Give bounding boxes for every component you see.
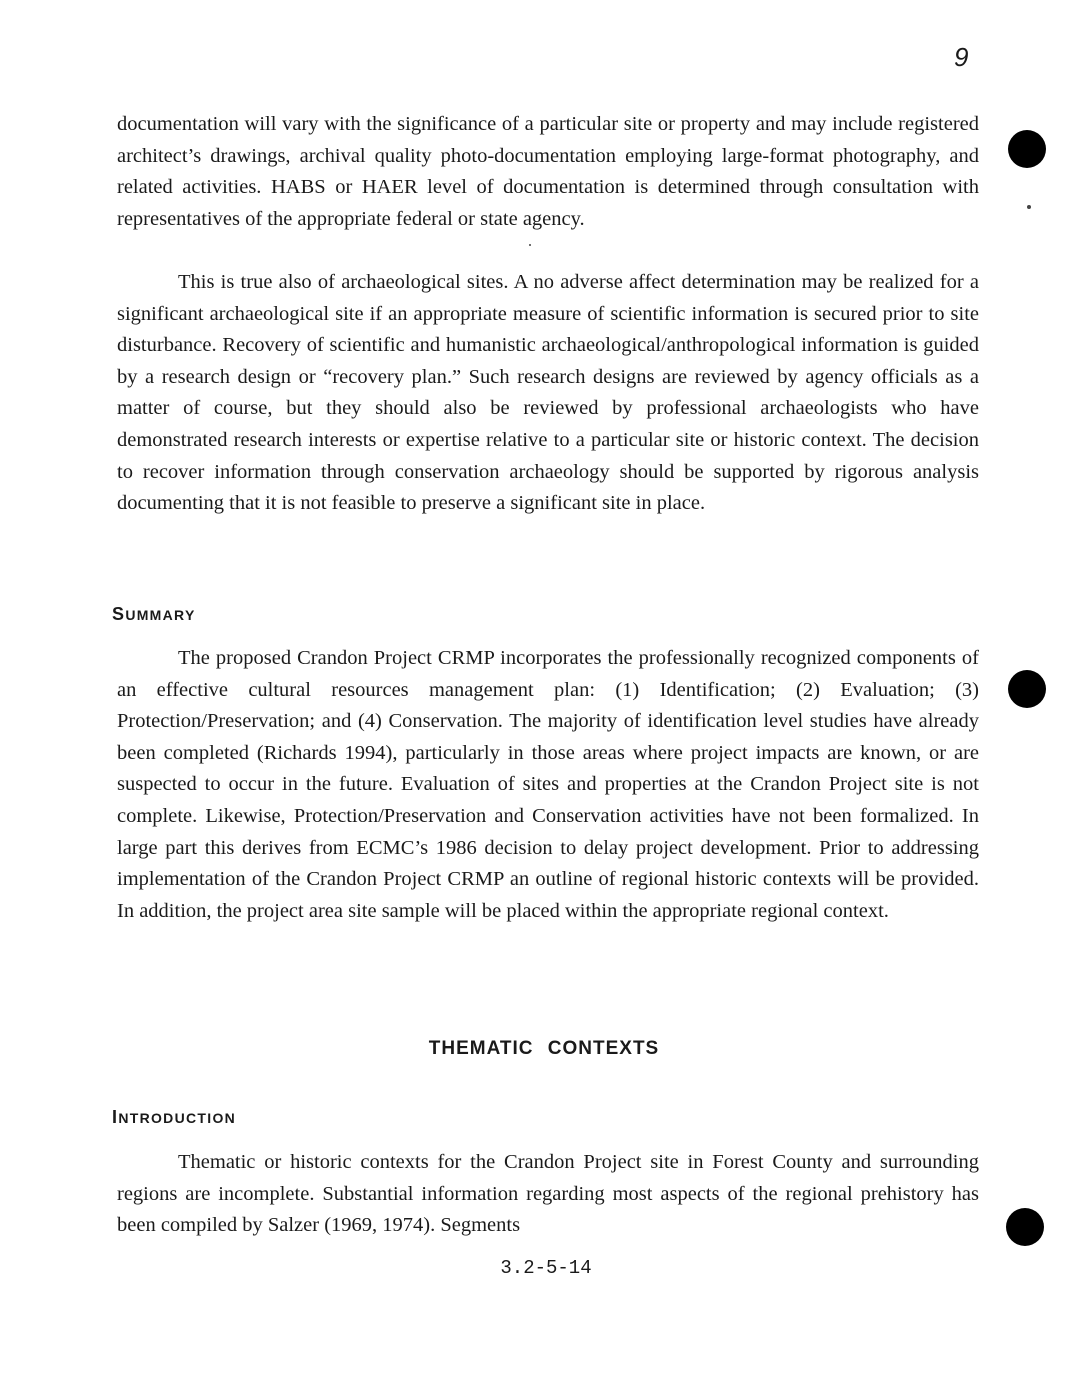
- scan-speck: [1027, 205, 1031, 209]
- heading-introduction-initial: I: [112, 1107, 119, 1127]
- heading-introduction: [112, 1107, 236, 1128]
- punch-hole-middle: [1008, 670, 1046, 708]
- heading-summary: [112, 604, 196, 625]
- scan-speck: [529, 244, 531, 246]
- punch-hole-top: [1008, 130, 1046, 168]
- page-number: 9: [954, 42, 969, 72]
- paragraph-summary: The proposed Crandon Project CRMP incorporates the professionally recognized components of an effective cultural resources management plan: (1) Identification; (2) Evaluation; (3) Protection/Preservation; and (4) Conservation. The majority of identification level studies have already been completed (Richards 1994), particularly in those areas where project impacts are known, or are suspected to occur in the future. Evaluation of sites and properties at the Crandon Project site is not complete. Likewise, Protection/Preservation and Conservation activities have not been formalized. In large part this derives from ECMC’s 1986 decision to delay project development. Prior to addressing implementation of the Crandon Project CRMP an outline of regional historic contexts will be provided. In addition, the project area site sample will be placed within the appropriate regional context.: [117, 647, 979, 922]
- heading-introduction-rest: NTRODUCTION: [118, 1110, 237, 1126]
- heading-summary-rest: UMMARY: [125, 607, 196, 623]
- paragraph-documentation: documentation will vary with the significance of a particular site or property and may include registered architect’s drawings, archival quality photo-documentation employing large-format photography, and related activities. HABS or HAER level of documentation is determined through consultation with representatives of the appropriate federal or state agency.: [117, 113, 979, 230]
- punch-hole-bottom: [1006, 1208, 1044, 1246]
- paragraph-introduction: Thematic or historic contexts for the Crandon Project site in Forest County and surrounding regions are incomplete. Substantial information regarding most aspects of the regional prehistory has been compiled by Salzer (1969, 1974). Segments: [117, 1151, 979, 1237]
- paragraph-archaeological-sites: This is true also of archaeological sites. A no adverse affect determination may be realized for a significant archaeological site if an appropriate measure of scientific information is secured prior to site disturbance. Recovery of scientific and humanistic archaeological/anthropological information is guided by a research design or “recovery plan.” Such research designs are reviewed by agency officials as a matter of course, but they should also be reviewed by professional archaeologists who have demonstrated research interests or expertise relative to a particular site or historic context. The decision to recover information through conservation archaeology should be supported by rigorous analysis documenting that it is not feasible to preserve a significant site in place.: [117, 271, 979, 515]
- heading-summary-initial: S: [112, 604, 126, 624]
- page-footer: 3.2-5-14: [500, 1257, 592, 1279]
- heading-thematic-contexts: THEMATIC CONTEXTS: [428, 1038, 660, 1059]
